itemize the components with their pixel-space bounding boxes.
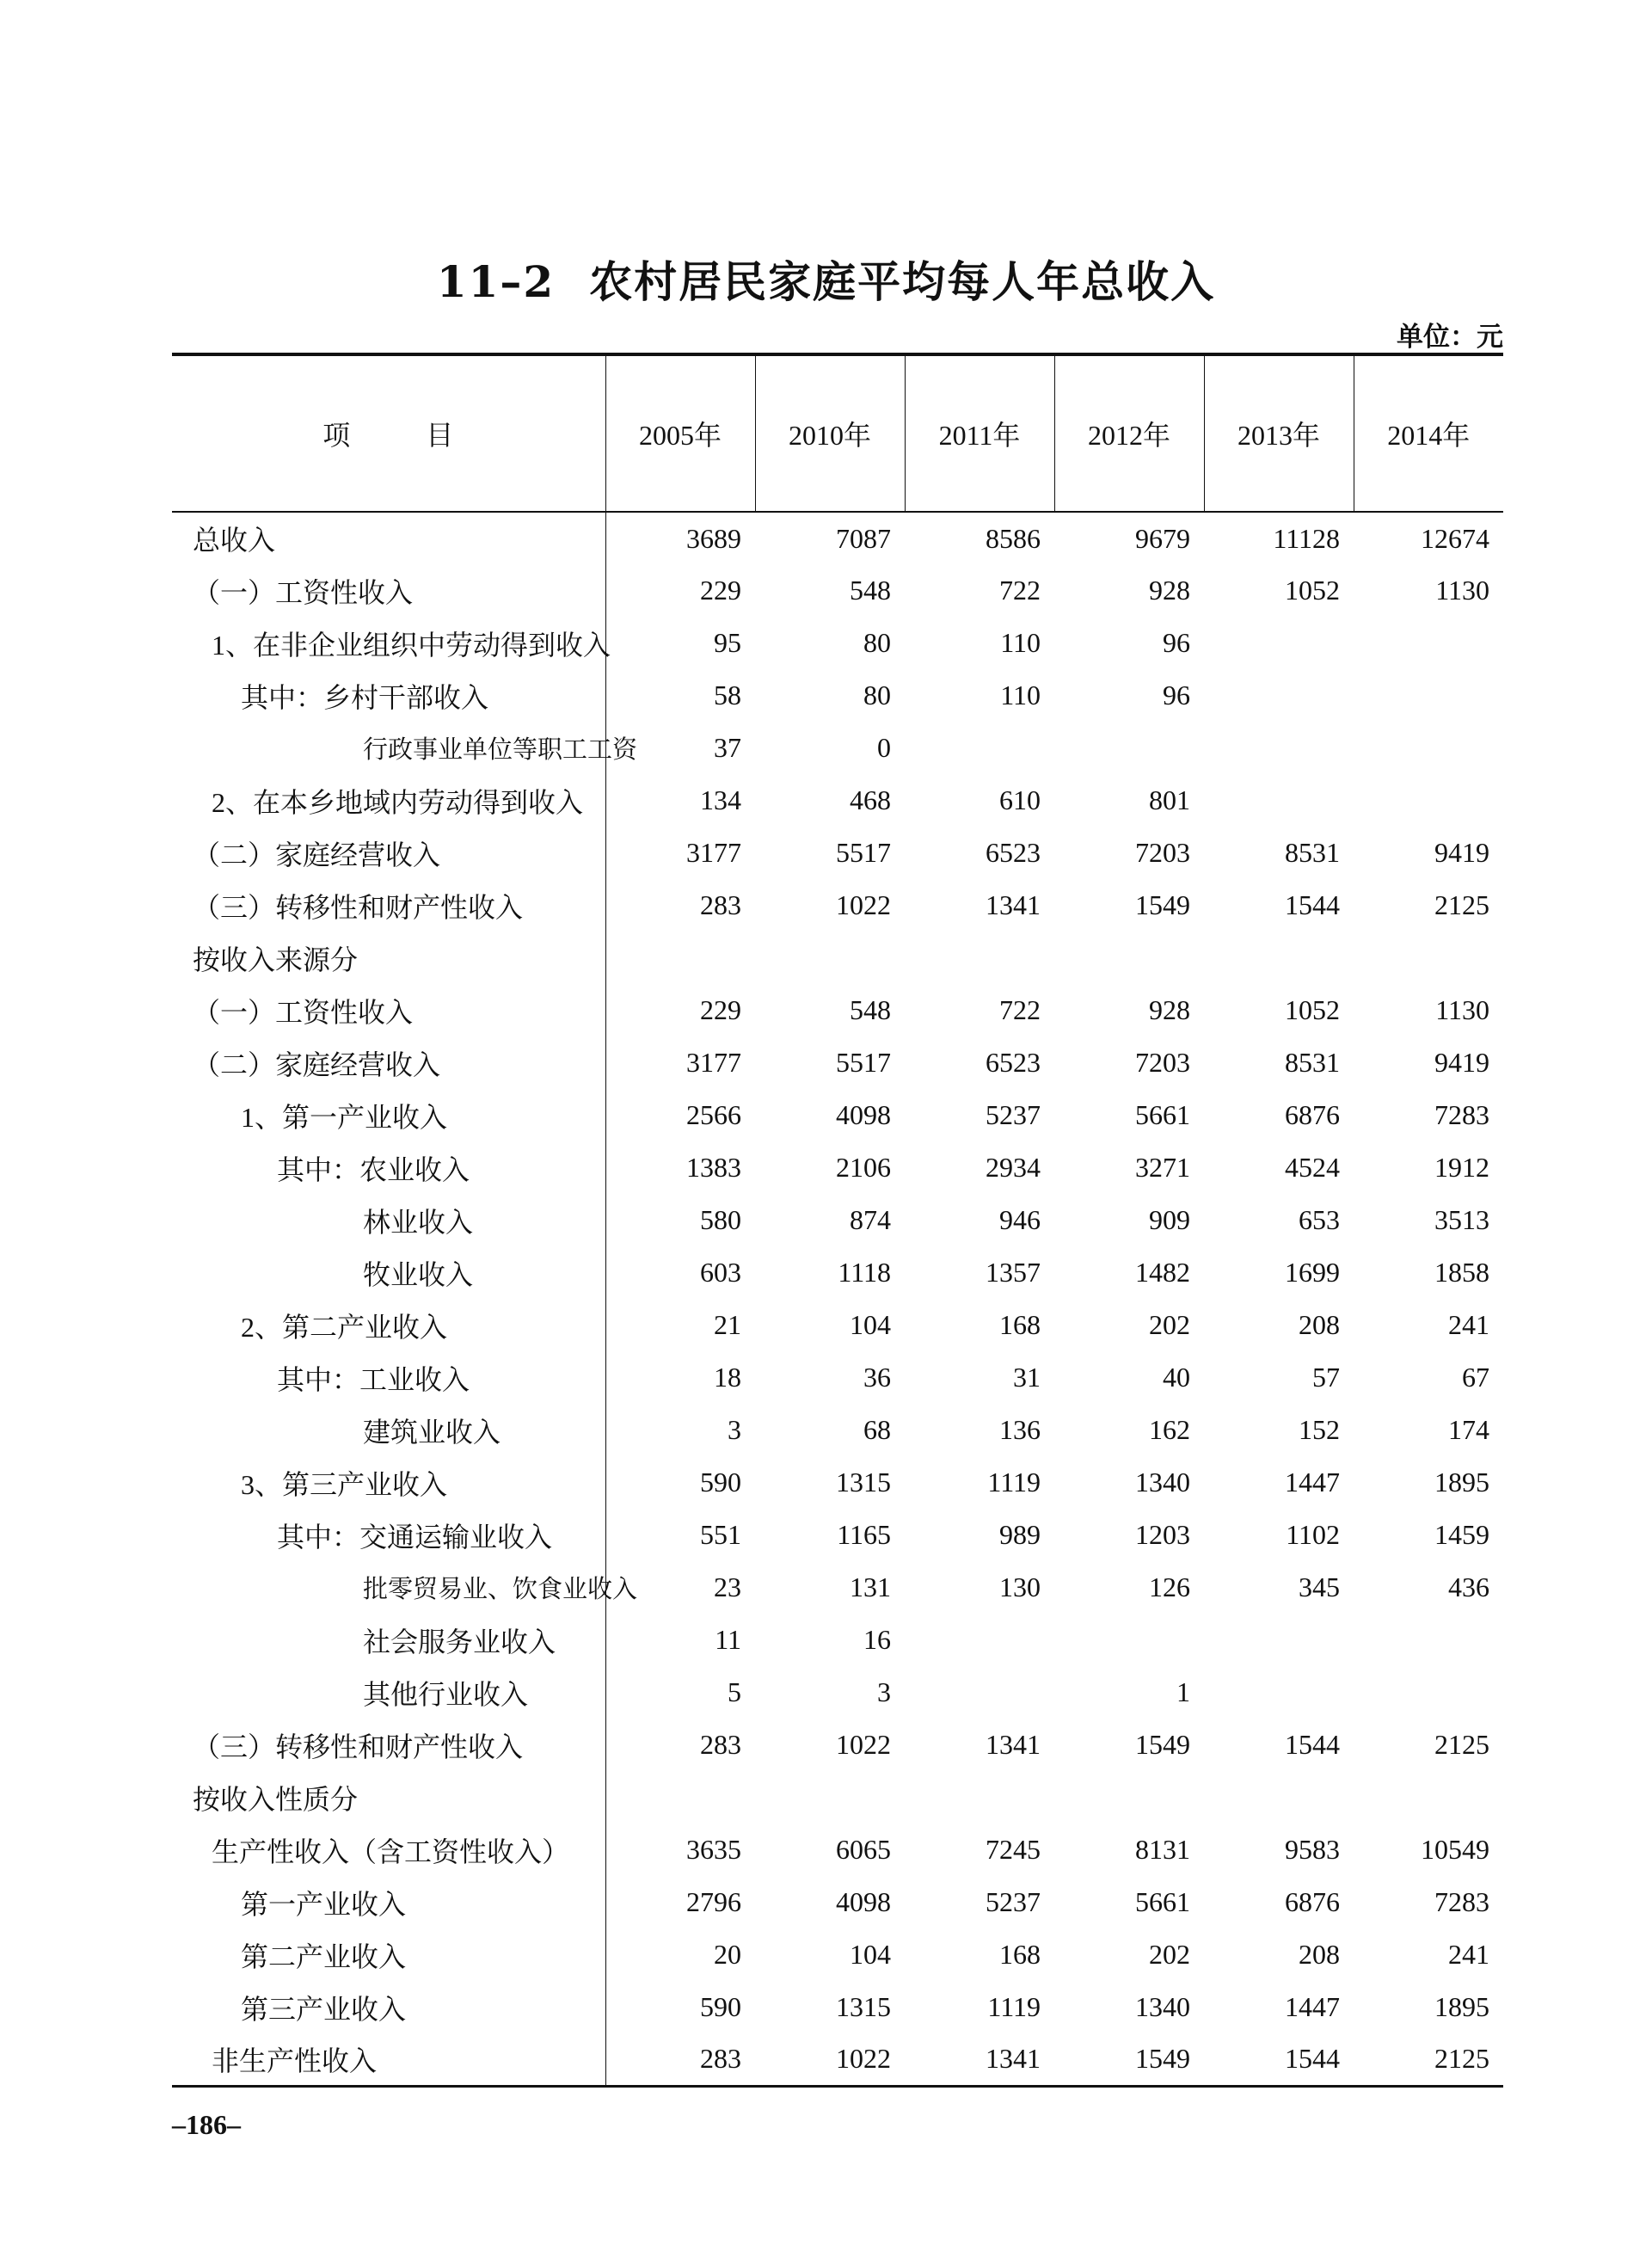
table-row (172, 2033, 1503, 2086)
cell-value: 241 (1448, 1309, 1489, 1340)
cell-value: 1383 (686, 1152, 741, 1183)
table-row (172, 1246, 1503, 1299)
cell-value: 80 (863, 627, 891, 658)
cell-value: 1119 (987, 1467, 1041, 1497)
header-year: 2012年 (1054, 354, 1204, 512)
cell-value: 40 (1163, 1362, 1190, 1393)
cell-value: 551 (700, 1519, 741, 1550)
cell-value: 110 (1000, 680, 1041, 710)
cell-value (1204, 1666, 1354, 1719)
cell-value: 283 (700, 1729, 741, 1760)
table-row (172, 1561, 1503, 1614)
table-row (172, 984, 1503, 1036)
cell-value: 202 (1149, 1939, 1190, 1970)
header-year: 2010年 (755, 354, 905, 512)
cell-value (1204, 932, 1354, 984)
cell-value (905, 1614, 1054, 1666)
cell-value: 801 (1149, 784, 1190, 815)
cell-value: 208 (1299, 1939, 1340, 1970)
cell-value: 7203 (1135, 837, 1190, 868)
cell-value: 20 (714, 1939, 741, 1970)
cell-value: 67 (1462, 1362, 1489, 1393)
cell-value (1354, 932, 1503, 984)
cell-value: 1549 (1054, 2033, 1204, 2086)
cell-value: 1699 (1285, 1257, 1340, 1288)
cell-value: 928 (1149, 575, 1190, 606)
header-year: 2013年 (1204, 354, 1354, 512)
row-label: 其他行业收入 (172, 1666, 605, 1719)
cell-value: 8531 (1285, 837, 1340, 868)
table-title: 农村居民家庭平均每人年总收入 (589, 256, 1216, 307)
row-label: （一）工资性收入 (172, 564, 605, 617)
cell-value: 7283 (1434, 1886, 1489, 1917)
cell-value: 1165 (837, 1519, 891, 1550)
cell-value: 3177 (686, 1047, 741, 1078)
cell-value (1054, 1771, 1204, 1823)
cell-value: 7283 (1434, 1099, 1489, 1130)
cell-value: 1315 (836, 1467, 891, 1497)
row-label: 2、在本乡地域内劳动得到收入 (172, 774, 605, 827)
row-label: （三）转移性和财产性收入 (172, 1719, 605, 1771)
cell-value: 130 (999, 1571, 1041, 1602)
cell-value: 580 (700, 1204, 741, 1235)
cell-value: 3177 (686, 837, 741, 868)
cell-value: 722 (999, 994, 1041, 1025)
cell-value (905, 932, 1054, 984)
cell-value: 96 (1163, 627, 1190, 658)
cell-value: 1544 (1285, 1729, 1340, 1760)
header-year: 2014年 (1354, 354, 1503, 512)
table-row (172, 512, 1503, 564)
cell-value: 1022 (836, 1729, 891, 1760)
cell-value (905, 1666, 1054, 1719)
cell-value: 1341 (986, 1729, 1041, 1760)
cell-value: 1130 (1435, 994, 1489, 1025)
cell-value: 590 (700, 1991, 741, 2022)
cell-value: 6876 (1285, 1099, 1340, 1130)
cell-value: 1315 (836, 1991, 891, 2022)
cell-value: 8531 (1285, 1047, 1340, 1078)
cell-value: 436 (1448, 1571, 1489, 1602)
row-label: 其中：工业收入 (172, 1351, 605, 1404)
cell-value: 5517 (836, 837, 891, 868)
cell-value: 152 (1299, 1414, 1340, 1445)
cell-value: 1447 (1285, 1467, 1340, 1497)
row-label: 总收入 (172, 512, 605, 564)
cell-value: 36 (863, 1362, 891, 1393)
cell-value: 12674 (1421, 522, 1489, 554)
row-label: （一）工资性收入 (172, 984, 605, 1036)
table-row (172, 564, 1503, 617)
cell-value: 131 (850, 1571, 891, 1602)
cell-value: 653 (1299, 1204, 1340, 1235)
cell-value: 1340 (1135, 1991, 1190, 2022)
row-label: 按收入来源分 (172, 932, 605, 984)
row-label: 林业收入 (172, 1194, 605, 1246)
cell-value: 1119 (987, 1991, 1041, 2022)
table-row (172, 1509, 1503, 1561)
cell-value: 4098 (836, 1099, 891, 1130)
cell-value (755, 932, 905, 984)
row-label: （二）家庭经营收入 (172, 1036, 605, 1089)
cell-value: 1341 (986, 889, 1041, 920)
cell-value: 2125 (1434, 1729, 1489, 1760)
cell-value: 548 (850, 994, 891, 1025)
cell-value: 1102 (1286, 1519, 1340, 1550)
cell-value (1054, 722, 1204, 774)
row-label: （三）转移性和财产性收入 (172, 879, 605, 932)
cell-value: 874 (850, 1204, 891, 1235)
cell-value (1354, 1771, 1503, 1823)
cell-value: 126 (1149, 1571, 1190, 1602)
cell-value (1204, 617, 1354, 669)
cell-value: 2934 (986, 1152, 1041, 1183)
cell-value: 4098 (836, 1886, 891, 1917)
cell-value: 229 (700, 575, 741, 606)
cell-value (1204, 1614, 1354, 1666)
cell-value: 241 (1448, 1939, 1489, 1970)
cell-value (1204, 669, 1354, 722)
income-table-container (172, 353, 1503, 2088)
cell-value: 2106 (836, 1152, 891, 1183)
cell-value: 57 (1312, 1362, 1340, 1393)
cell-value (1204, 1771, 1354, 1823)
table-row (172, 1089, 1503, 1141)
cell-value (1354, 669, 1503, 722)
row-label: 其中：交通运输业收入 (172, 1509, 605, 1561)
cell-value: 134 (700, 784, 741, 815)
table-row (172, 1456, 1503, 1509)
cell-value: 3635 (686, 1834, 741, 1865)
cell-value: 1482 (1135, 1257, 1190, 1288)
table-row (172, 827, 1503, 879)
cell-value: 7245 (986, 1834, 1041, 1865)
table-row (172, 1194, 1503, 1246)
cell-value: 21 (714, 1309, 741, 1340)
cell-value: 5 (728, 1676, 741, 1707)
table-header-row (172, 354, 1503, 512)
cell-value: 1459 (1434, 1519, 1489, 1550)
cell-value: 1357 (986, 1257, 1041, 1288)
cell-value (605, 932, 755, 984)
cell-value: 80 (863, 680, 891, 710)
cell-value: 8131 (1135, 1834, 1190, 1865)
cell-value: 3689 (686, 522, 741, 554)
cell-value: 6523 (986, 837, 1041, 868)
cell-value: 229 (700, 994, 741, 1025)
cell-value: 4524 (1285, 1152, 1340, 1183)
table-row (172, 1141, 1503, 1194)
cell-value: 2566 (686, 1099, 741, 1130)
row-label: 按收入性质分 (172, 1771, 605, 1823)
cell-value: 104 (850, 1309, 891, 1340)
cell-value: 0 (877, 732, 891, 763)
cell-value: 1544 (1204, 2033, 1354, 2086)
cell-value: 5517 (836, 1047, 891, 1078)
cell-value (1354, 1614, 1503, 1666)
cell-value: 283 (700, 889, 741, 920)
row-label: 社会服务业收入 (172, 1614, 605, 1666)
row-label: 第二产业收入 (172, 1928, 605, 1981)
cell-value (905, 722, 1054, 774)
table-row (172, 1771, 1503, 1823)
cell-value: 3 (877, 1676, 891, 1707)
cell-value: 1447 (1285, 1991, 1340, 2022)
cell-value: 8586 (986, 522, 1041, 554)
cell-value: 37 (714, 732, 741, 763)
cell-value: 1341 (905, 2033, 1054, 2086)
cell-value: 9419 (1434, 837, 1489, 868)
cell-value: 1912 (1434, 1152, 1489, 1183)
cell-value: 2796 (686, 1886, 741, 1917)
header-item: 项 目 (172, 354, 605, 512)
cell-value: 989 (999, 1519, 1041, 1550)
header-year: 2005年 (605, 354, 755, 512)
cell-value: 208 (1299, 1309, 1340, 1340)
cell-value: 31 (1013, 1362, 1041, 1393)
cell-value (1354, 1666, 1503, 1719)
cell-value: 58 (714, 680, 741, 710)
table-row (172, 1614, 1503, 1666)
table-row (172, 1876, 1503, 1928)
cell-value: 10549 (1421, 1834, 1489, 1865)
cell-value: 1130 (1435, 575, 1489, 606)
cell-value: 1544 (1285, 889, 1340, 920)
table-row (172, 1299, 1503, 1351)
table-row (172, 879, 1503, 932)
cell-value: 174 (1448, 1414, 1489, 1445)
cell-value (1354, 774, 1503, 827)
cell-value (1054, 1614, 1204, 1666)
cell-value: 5237 (986, 1886, 1041, 1917)
cell-value: 9679 (1135, 522, 1190, 554)
cell-value: 168 (999, 1939, 1041, 1970)
row-label: 建筑业收入 (172, 1404, 605, 1456)
table-row (172, 1666, 1503, 1719)
cell-value: 202 (1149, 1309, 1190, 1340)
cell-value: 168 (999, 1309, 1041, 1340)
table-row (172, 722, 1503, 774)
page-title (0, 248, 1652, 310)
cell-value: 162 (1149, 1414, 1190, 1445)
cell-value: 96 (1163, 680, 1190, 710)
table-row (172, 1719, 1503, 1771)
cell-value: 1052 (1285, 575, 1340, 606)
unit-label: 单位：元 (1397, 322, 1503, 353)
table-row (172, 669, 1503, 722)
cell-value: 9419 (1434, 1047, 1489, 1078)
cell-value: 6065 (836, 1834, 891, 1865)
cell-value: 5661 (1135, 1886, 1190, 1917)
table-row (172, 617, 1503, 669)
income-table (172, 353, 1503, 2088)
row-label: 非生产性收入 (172, 2033, 605, 2086)
row-label: 1、在非企业组织中劳动得到收入 (172, 617, 605, 669)
cell-value: 928 (1149, 994, 1190, 1025)
cell-value: 5237 (986, 1099, 1041, 1130)
table-number: 11–2 (436, 256, 556, 307)
cell-value: 136 (999, 1414, 1041, 1445)
page-number: –186– (172, 2109, 241, 2140)
row-label: 其中：农业收入 (172, 1141, 605, 1194)
table-row (172, 1928, 1503, 1981)
cell-value: 1895 (1434, 1467, 1489, 1497)
table-row (172, 1351, 1503, 1404)
row-label: 第三产业收入 (172, 1981, 605, 2033)
cell-value: 3271 (1135, 1152, 1190, 1183)
cell-value: 6523 (986, 1047, 1041, 1078)
row-label: （二）家庭经营收入 (172, 827, 605, 879)
cell-value: 2125 (1354, 2033, 1503, 2086)
cell-value: 603 (700, 1257, 741, 1288)
table-body (172, 512, 1503, 2086)
cell-value: 23 (714, 1571, 741, 1602)
row-label: 生产性收入（含工资性收入） (172, 1823, 605, 1876)
table-row (172, 1036, 1503, 1089)
cell-value (1354, 722, 1503, 774)
table-row (172, 774, 1503, 827)
cell-value: 1895 (1434, 1991, 1489, 2022)
cell-value: 468 (850, 784, 891, 815)
row-label: 其中：乡村干部收入 (172, 669, 605, 722)
cell-value: 7087 (836, 522, 891, 554)
cell-value: 3513 (1434, 1204, 1489, 1235)
cell-value: 283 (605, 2033, 755, 2086)
cell-value (1354, 617, 1503, 669)
cell-value: 11128 (1273, 522, 1340, 554)
row-label: 第一产业收入 (172, 1876, 605, 1928)
cell-value (1204, 774, 1354, 827)
cell-value: 1858 (1434, 1257, 1489, 1288)
row-label: 2、第二产业收入 (172, 1299, 605, 1351)
cell-value: 3 (728, 1414, 741, 1445)
cell-value (905, 1771, 1054, 1823)
cell-value: 1022 (755, 2033, 905, 2086)
row-label: 1、第一产业收入 (172, 1089, 605, 1141)
cell-value: 7203 (1135, 1047, 1190, 1078)
cell-value: 909 (1149, 1204, 1190, 1235)
table-row (172, 1981, 1503, 2033)
cell-value (755, 1771, 905, 1823)
row-label: 批零贸易业、饮食业收入 (172, 1561, 605, 1614)
table-row (172, 932, 1503, 984)
cell-value: 9583 (1285, 1834, 1340, 1865)
cell-value: 11 (715, 1624, 741, 1655)
cell-value: 18 (714, 1362, 741, 1393)
cell-value (1204, 722, 1354, 774)
cell-value: 104 (850, 1939, 891, 1970)
cell-value: 1340 (1135, 1467, 1190, 1497)
cell-value: 946 (999, 1204, 1041, 1235)
cell-value: 5661 (1135, 1099, 1190, 1130)
table-row (172, 1404, 1503, 1456)
cell-value: 610 (999, 784, 1041, 815)
header-year: 2011年 (905, 354, 1054, 512)
cell-value: 1118 (838, 1257, 891, 1288)
cell-value: 16 (863, 1624, 891, 1655)
cell-value: 345 (1299, 1571, 1340, 1602)
row-label: 行政事业单位等职工工资 (172, 722, 605, 774)
cell-value: 1203 (1135, 1519, 1190, 1550)
cell-value: 1549 (1135, 889, 1190, 920)
cell-value: 2125 (1434, 889, 1489, 920)
cell-value: 722 (999, 575, 1041, 606)
cell-value: 1052 (1285, 994, 1340, 1025)
cell-value: 6876 (1285, 1886, 1340, 1917)
cell-value (605, 1771, 755, 1823)
cell-value: 1549 (1135, 1729, 1190, 1760)
cell-value: 548 (850, 575, 891, 606)
cell-value: 1 (1176, 1676, 1190, 1707)
cell-value: 1022 (836, 889, 891, 920)
cell-value: 110 (1000, 627, 1041, 658)
row-label: 牧业收入 (172, 1246, 605, 1299)
cell-value: 68 (863, 1414, 891, 1445)
row-label: 3、第三产业收入 (172, 1456, 605, 1509)
cell-value: 590 (700, 1467, 741, 1497)
cell-value: 95 (714, 627, 741, 658)
table-row (172, 1823, 1503, 1876)
cell-value (1054, 932, 1204, 984)
